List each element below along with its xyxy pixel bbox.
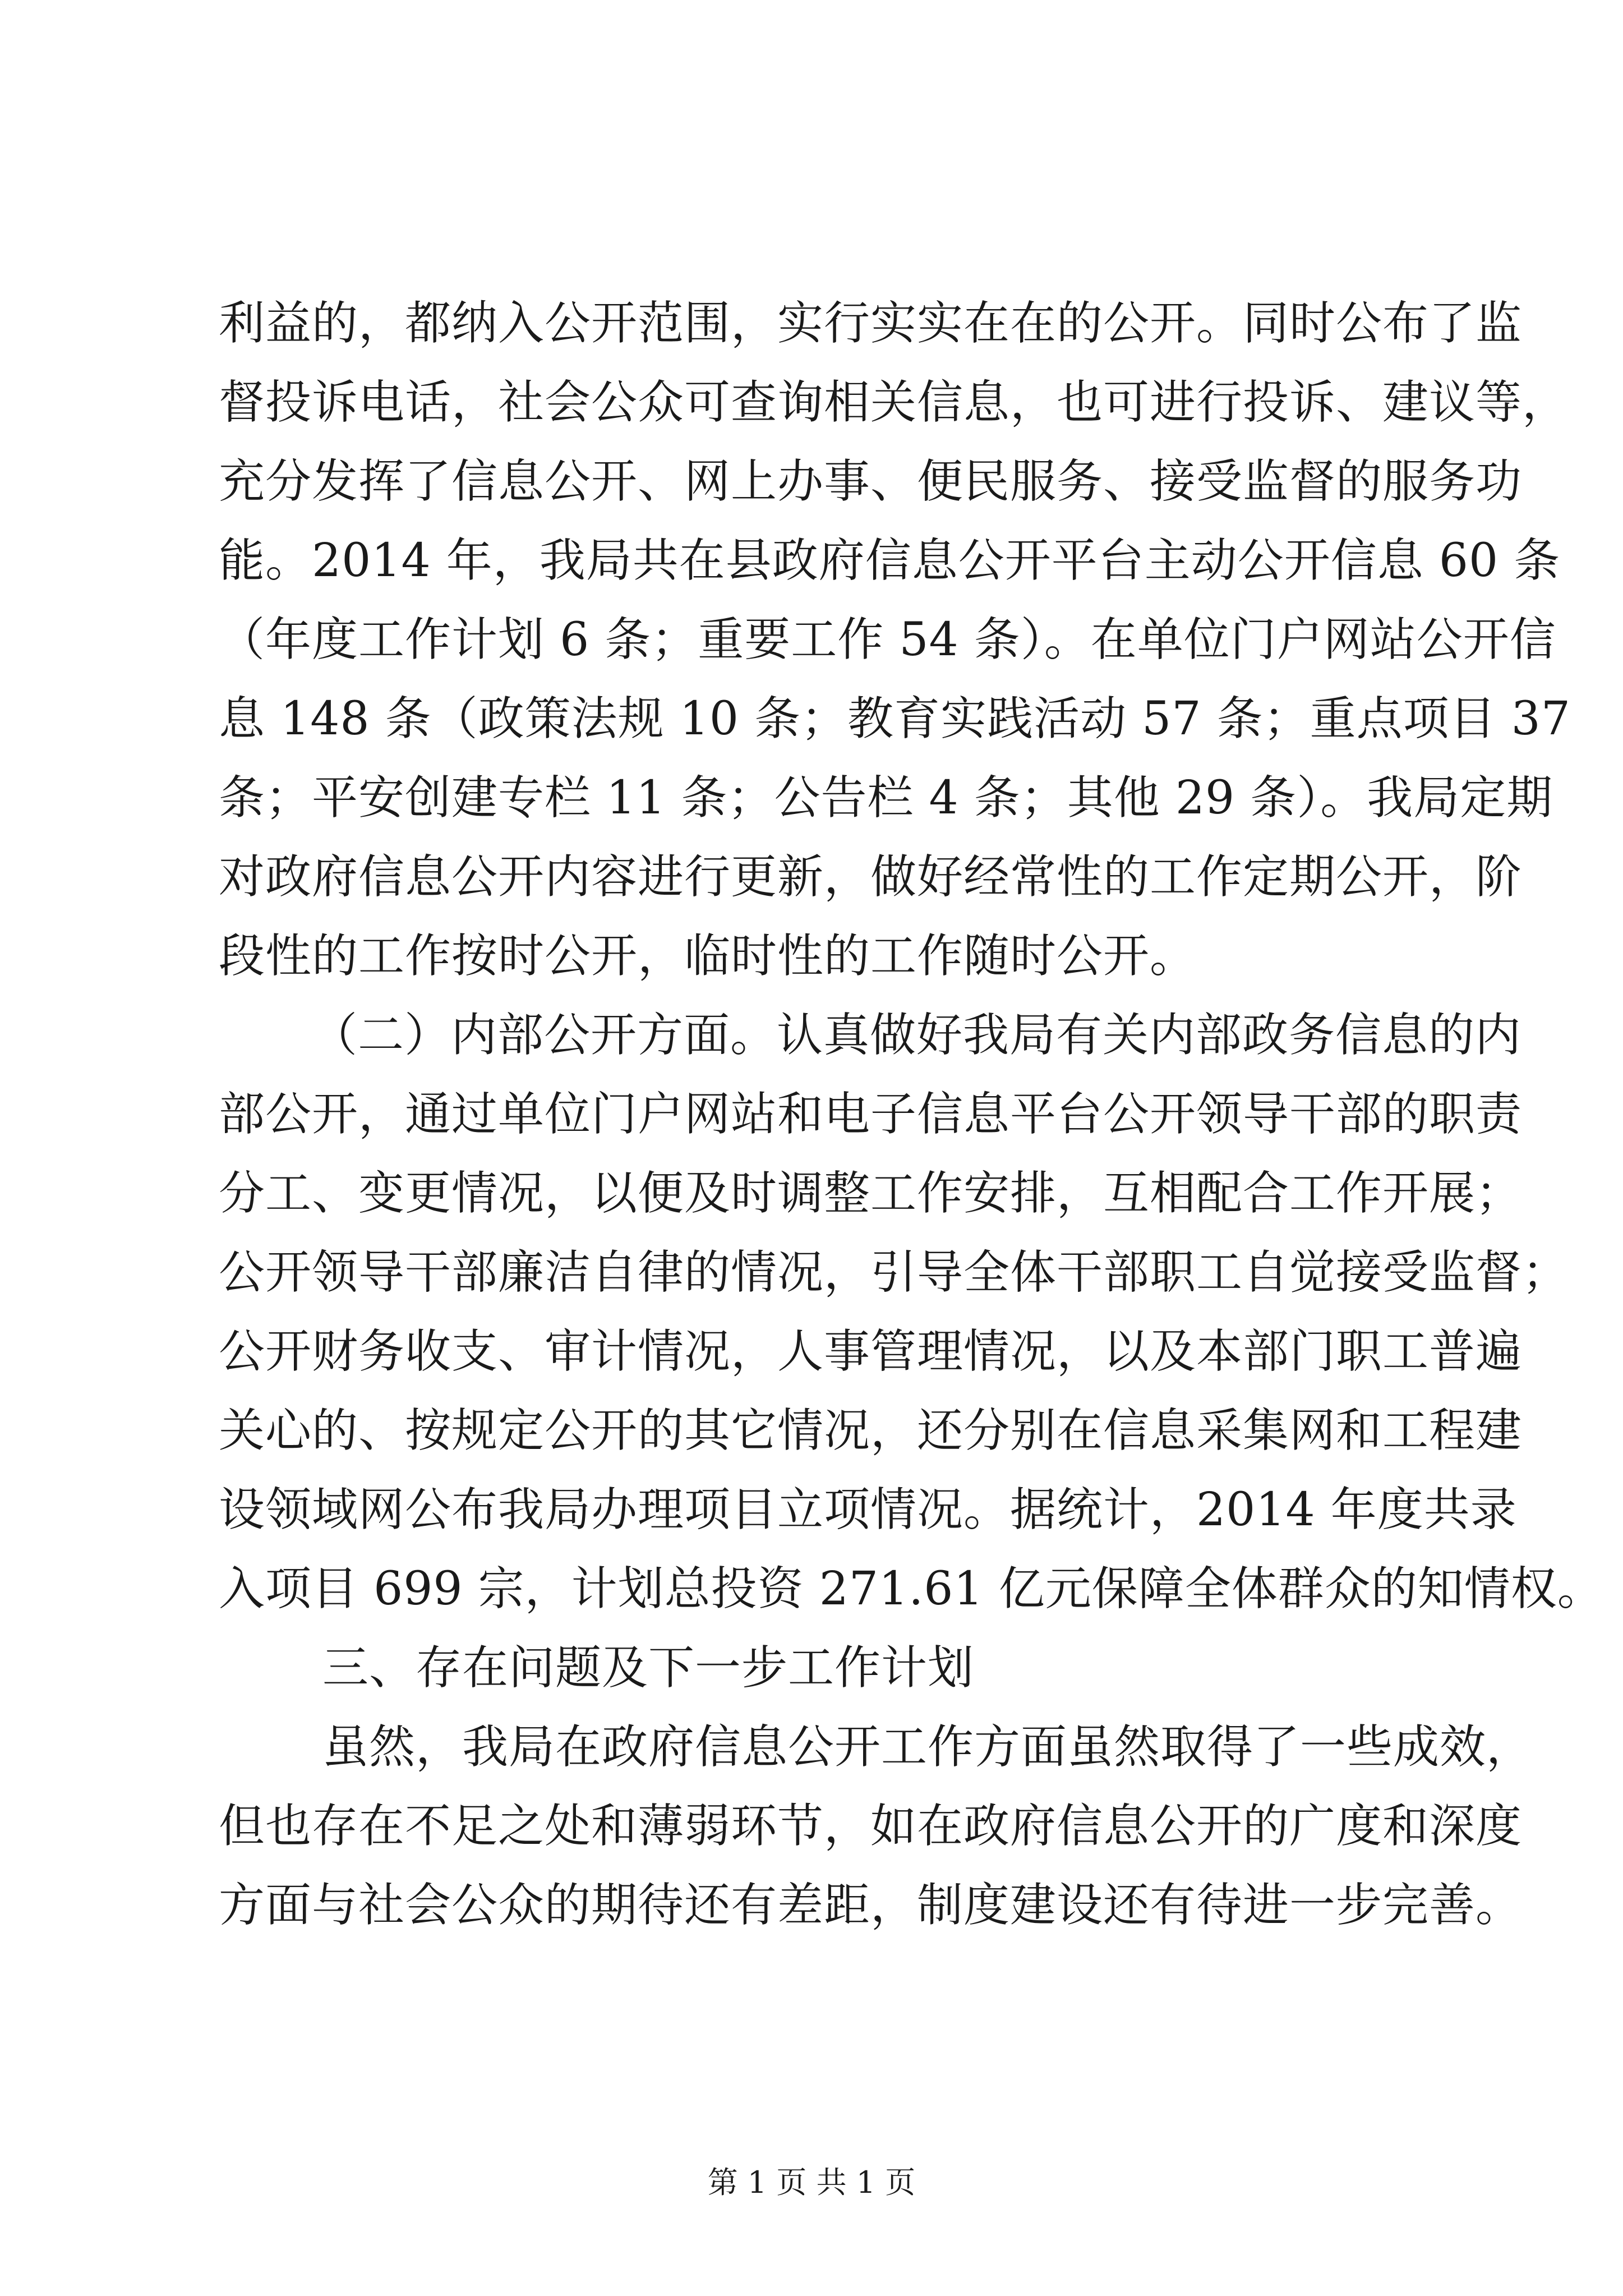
body-line: 关心的、按规定公开的其它情况，还分别在信息采集网和工程建: [219, 1404, 1523, 1457]
body-line: 段性的工作按时公开，临时性的工作随时公开。: [219, 930, 1197, 983]
body-line: （年度工作计划 6 条；重要工作 54 条）。在单位门户网站公开信: [219, 613, 1556, 666]
body-line: 能。2014 年，我局共在县政府信息公开平台主动公开信息 60 条: [219, 534, 1561, 587]
body-line: 充分发挥了信息公开、网上办事、便民服务、接受监督的服务功: [219, 455, 1523, 508]
page-footer: [0, 2159, 1623, 2202]
body-line: 利益的，都纳入公开范围，实行实实在在的公开。同时公布了监: [219, 297, 1523, 350]
body-line: 设领域网公布我局办理项目立项情况。据统计，2014 年度共录: [219, 1483, 1517, 1536]
body-line: 但也存在不足之处和薄弱环节，如在政府信息公开的广度和深度: [219, 1800, 1523, 1853]
body-line: 公开财务收支、审计情况，人事管理情况，以及本部门职工普遍: [219, 1325, 1523, 1378]
body-line: 条；平安创建专栏 11 条；公告栏 4 条；其他 29 条）。我局定期: [219, 771, 1553, 825]
section-heading-internal-disclosure: （二）内部公开方面。认真做好我局有关内部政务信息的内: [311, 1009, 1522, 1062]
body-line: 对政府信息公开内容进行更新，做好经常性的工作定期公开，阶: [219, 850, 1523, 904]
page-number-label: 第 1 页 共 1 页: [707, 2165, 916, 2200]
body-line: 方面与社会公众的期待还有差距，制度建设还有待进一步完善。: [219, 1879, 1523, 1932]
body-line: 息 148 条（政策法规 10 条；教育实践活动 57 条；重点项目 37: [219, 692, 1571, 746]
body-line: 督投诉电话，社会公众可查询相关信息，也可进行投诉、建议等，: [219, 376, 1569, 429]
body-line: 公开领导干部廉洁自律的情况，引导全体干部职工自觉接受监督；: [219, 1246, 1569, 1299]
body-line: 分工、变更情况，以便及时调整工作安排，互相配合工作开展；: [219, 1167, 1523, 1220]
body-line: 部公开，通过单位门户网站和电子信息平台公开领导干部的职责: [219, 1088, 1523, 1141]
document-body: [219, 284, 1604, 1945]
body-line: 虽然，我局在政府信息公开工作方面虽然取得了一些成效，: [322, 1720, 1533, 1774]
body-line: 入项目 699 宗，计划总投资 271.61 亿元保障全体群众的知情权。: [219, 1562, 1604, 1616]
section-heading-problems-plan: 三、存在问题及下一步工作计划: [322, 1641, 975, 1695]
